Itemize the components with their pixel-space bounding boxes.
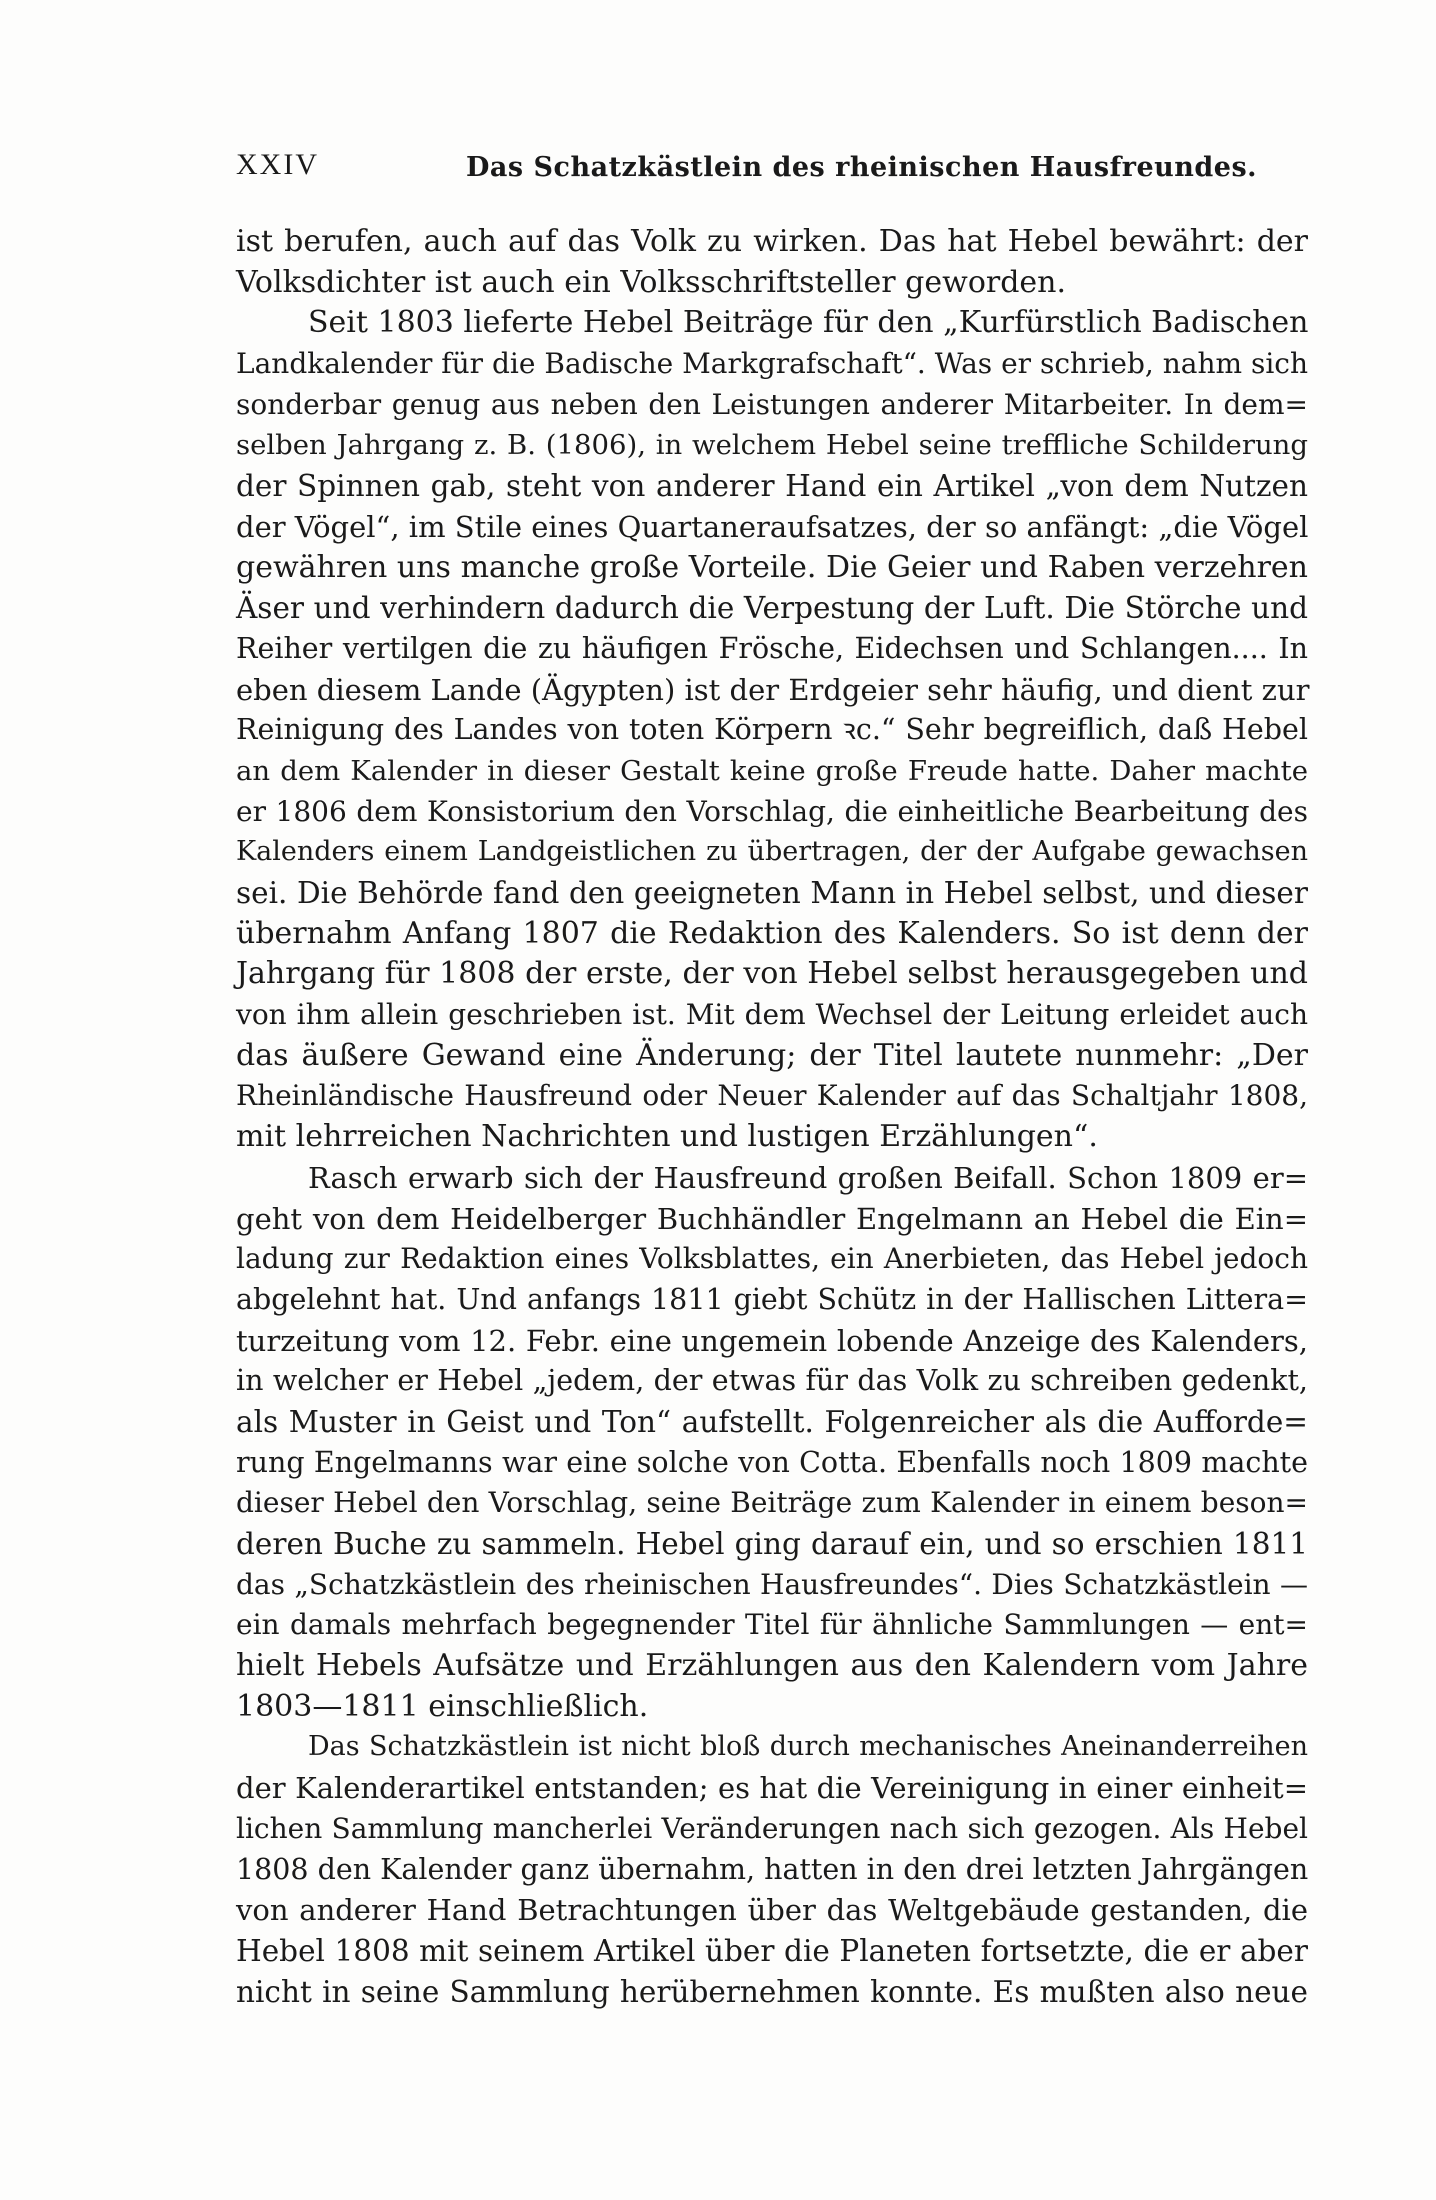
text-line: Reiher vertilgen die zu häufigen Frösche, Eidechsen und Schlangen.... In <box>236 631 1308 665</box>
text-line: geht von dem Heidelberger Buchhändler Engelmann an Hebel die Ein= <box>236 1201 1308 1236</box>
text-line: der Vögel“, im Stile eines Quartaneraufsatzes, der so anfängt: „die Vögel <box>236 509 1309 544</box>
text-line: Jahrgang für 1808 der erste, der von Hebel selbst herausgegeben und <box>236 956 1308 992</box>
text-line: hielt Hebels Aufsätze und Erzählungen aus den Kalendern vom Jahre <box>236 1648 1308 1684</box>
text-line: ist berufen, auch auf das Volk zu wirken. Das hat Hebel bewährt: der <box>236 224 1308 259</box>
text-line: sonderbar genug aus neben den Leistungen anderer Mitarbeiter. In dem= <box>236 387 1308 421</box>
text-line: 1808 den Kalender ganz übernahm, hatten in den drei letzten Jahrgängen <box>236 1852 1309 1886</box>
text-line: deren Buche zu sammeln. Hebel ging darauf ein, und so erschien 1811 <box>236 1527 1308 1561</box>
text-line: selben Jahrgang z. B. (1806), in welchem Hebel seine treffliche Schilderung <box>236 429 1308 462</box>
text-line: als Muster in Geist und Ton“ aufstellt. Folgenreicher als die Aufforde= <box>236 1404 1308 1439</box>
text-line: sei. Die Behörde fand den geeigneten Mann in Hebel selbst, und dieser <box>236 876 1308 910</box>
text-line: von anderer Hand Betrachtungen über das Weltgebäude gestanden, die <box>236 1893 1308 1928</box>
text-line: das „Schatzkästlein des rheinischen Hausfreundes“. Dies Schatzkästlein — <box>236 1567 1308 1601</box>
text-line: Rheinländische Hausfreund oder Neuer Kalender auf das Schaltjahr 1808, <box>236 1079 1308 1113</box>
text-line: der Spinnen gab, steht von anderer Hand ein Artikel „von dem Nutzen <box>236 469 1308 504</box>
text-line: turzeitung vom 12. Febr. eine ungemein lobende Anzeige des Kalenders, <box>236 1323 1308 1358</box>
text-line: übernahm Anfang 1807 die Redaktion des Kalenders. So ist denn der <box>236 915 1308 951</box>
text-line: Reinigung des Landes von toten Körpern ꝛc.“ Sehr begreiflich, daß Hebel <box>236 713 1308 747</box>
text-line: dieser Hebel den Vorschlag, seine Beiträge zum Kalender in einem beson= <box>236 1486 1308 1520</box>
text-line: er 1806 dem Konsistorium den Vorschlag, die einheitliche Bearbeitung des <box>236 794 1308 828</box>
text-line: 1803—1811 einschließlich. <box>236 1688 649 1724</box>
body-text <box>236 222 1308 2012</box>
text-line: nicht in seine Sammlung herübernehmen konnte. Es mußten also neue <box>236 1974 1308 2009</box>
text-line: Volksdichter ist auch ein Volksschriftsteller geworden. <box>236 264 1067 300</box>
page-header <box>236 148 1308 188</box>
text-line: lichen Sammlung mancherlei Veränderungen nach sich gezogen. Als Hebel <box>236 1811 1308 1845</box>
text-line: Rasch erwarb sich der Hausfreund großen Beifall. Schon 1809 er= <box>308 1160 1308 1195</box>
text-line: mit lehrreichen Nachrichten und lustigen Erzählungen“. <box>236 1119 1098 1155</box>
text-line: ein damals mehrfach begegnender Titel für ähnliche Sammlungen — ent= <box>236 1608 1308 1642</box>
text-line: in welcher er Hebel „jedem, der etwas für das Volk zu schreiben gedenkt, <box>236 1364 1308 1398</box>
text-line: der Kalenderartikel entstanden; es hat die Vereinigung in einer einheit= <box>236 1771 1308 1806</box>
text-line: Kalenders einem Landgeistlichen zu übertragen, der der Aufgabe gewachsen <box>236 836 1308 868</box>
text-line: Seit 1803 lieferte Hebel Beiträge für den „Kurfürstlich Badischen <box>308 305 1309 341</box>
text-line: ladung zur Redaktion eines Volksblattes, ein Anerbieten, das Hebel jedoch <box>236 1242 1308 1276</box>
page-number: XXIV <box>236 148 319 181</box>
text-line: von ihm allein geschrieben ist. Mit dem Wechsel der Leitung erleidet auch <box>236 998 1308 1032</box>
text-line: das äußere Gewand eine Änderung; der Titel lautete nunmehr: „Der <box>236 1037 1308 1073</box>
text-line: an dem Kalender in dieser Gestalt keine große Freude hatte. Daher machte <box>236 754 1308 787</box>
running-head: Das Schatzkästlein des rheinischen Hausfreundes. <box>466 152 1258 183</box>
text-line: Hebel 1808 mit seinem Artikel über die Planeten fortsetzte, die er aber <box>236 1933 1308 1968</box>
text-line: eben diesem Lande (Ägypten) ist der Erdgeier sehr häufig, und dient zur <box>236 672 1310 707</box>
text-line: Äser und verhindern dadurch die Verpestung der Luft. Die Störche und <box>236 591 1308 626</box>
text-line: Das Schatzkästlein ist nicht bloß durch mechanisches Aneinanderreihen <box>308 1731 1308 1763</box>
text-line: rung Engelmanns war eine solche von Cotta. Ebenfalls noch 1809 machte <box>236 1445 1308 1479</box>
text-line: abgelehnt hat. Und anfangs 1811 giebt Schütz in der Hallischen Littera= <box>236 1282 1308 1316</box>
text-line: Landkalender für die Badische Markgrafschaft“. Was er schrieb, nahm sich <box>236 347 1308 381</box>
text-line: gewähren uns manche große Vorteile. Die Geier und Raben verzehren <box>236 549 1308 585</box>
